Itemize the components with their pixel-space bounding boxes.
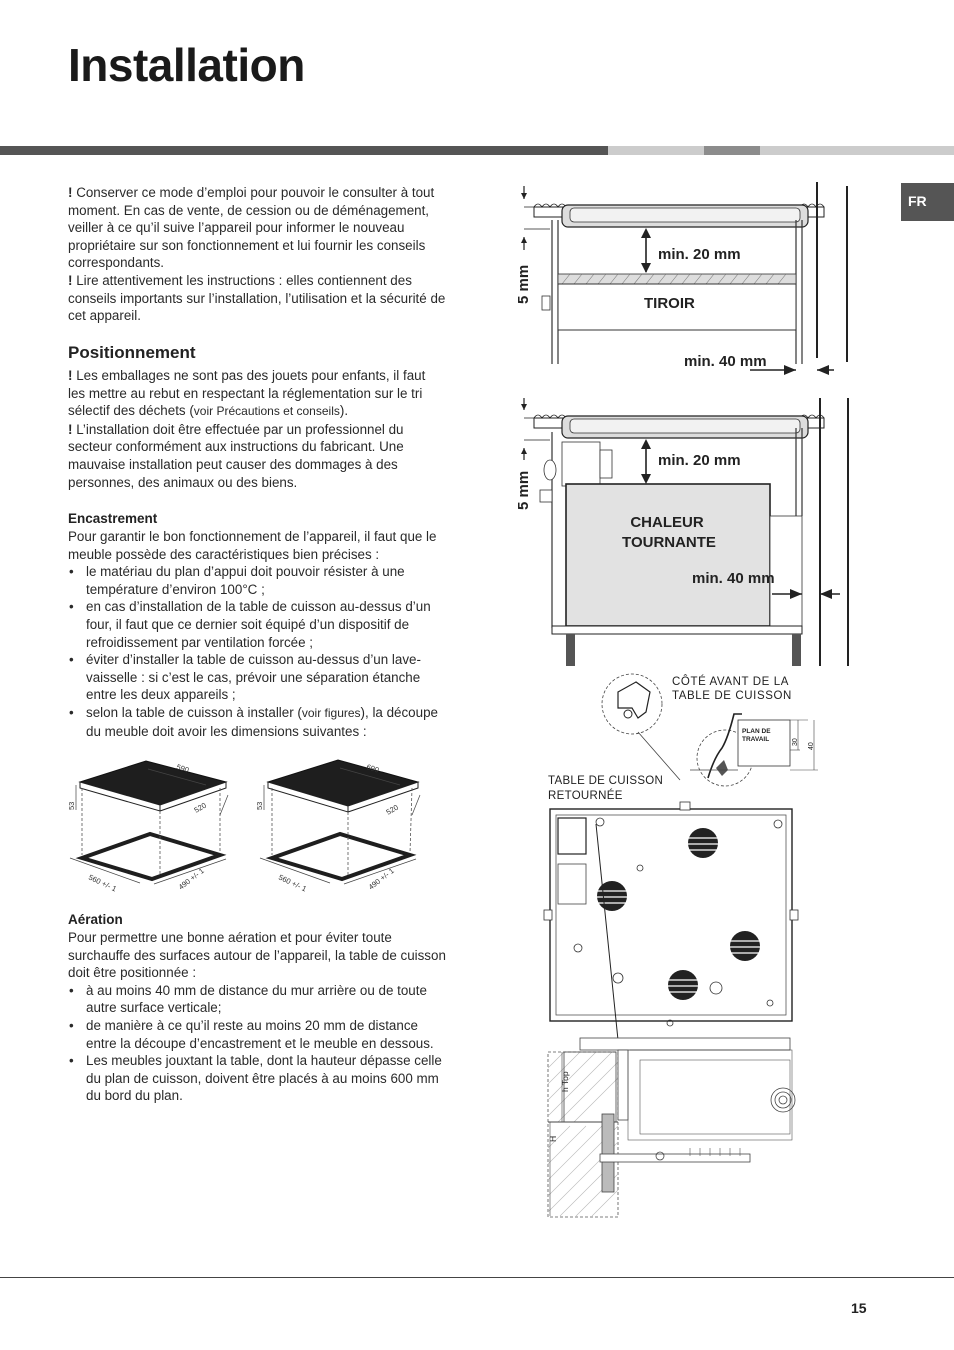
- subheading-aeration: Aération: [68, 912, 123, 927]
- list-item: • éviter d’installer la table de cuisson au-dessus d’un lave-vaisselle : si c’est le cas, prévoir une séparation étanche entre les deux appareils ;: [68, 651, 446, 704]
- positionnement-paragraph-2: ! L’installation doit être effectuée par un professionnel du secteur conformément aux instructions du fabricant. Une mauvaise installation peut causer des dommages à des personnes, des animaux ou des biens.: [68, 421, 404, 490]
- positionnement-paragraph-1: ! Les emballages ne sont pas des jouets pour enfants, il faut les mettre au rebut en respectant la réglementation sur le tri sélectif des déchets (voir Précautions et conseils).: [68, 368, 426, 419]
- header-rule-dark: [0, 146, 608, 155]
- subheading-encastrement: Encastrement: [68, 511, 158, 526]
- warning-mark: !: [68, 185, 73, 200]
- label-min-20mm: min. 20 mm: [658, 452, 741, 469]
- dim-depth: 520: [192, 800, 208, 815]
- label-front-side-1: CÔTÉ AVANT DE LA: [672, 676, 789, 688]
- list-item: • à au moins 40 mm de distance du mur arrière ou de toute autre surface verticale;: [68, 982, 446, 1017]
- dim-cut-width: 560 +/- 1: [277, 872, 308, 894]
- cross-reference: voir figures: [301, 705, 361, 720]
- label-oven-line1: CHALEUR: [630, 514, 704, 531]
- dim-width: 690: [365, 762, 381, 775]
- intro-text: [68, 184, 446, 325]
- positionnement-text: [68, 367, 446, 491]
- aeration-list: [68, 982, 446, 1105]
- oven-clearance-diagram: [510, 398, 860, 670]
- language-tab: FR: [901, 183, 954, 221]
- encastrement-intro: Pour garantir le bon fonctionnement de l’appareil, il faut que le meuble possède des caractéristiques bien précises :: [68, 529, 437, 562]
- list-item: • de manière à ce qu’il reste au moins 20 mm de distance entre la découpe d’encastrement et le meuble en dessous.: [68, 1017, 446, 1052]
- cutout-figure-690: [256, 755, 436, 915]
- label-5mm: 5 mm: [515, 264, 532, 304]
- label-5mm: 5 mm: [515, 470, 532, 510]
- list-item: • le matériau du plan d’appui doit pouvoir résister à une température d’environ 100°C ;: [68, 563, 446, 598]
- label-min-20mm: min. 20 mm: [658, 246, 741, 263]
- list-item: • selon la table de cuisson à installer (voir figures), la découpe du meuble doit avoir les dimensions suivantes :: [68, 704, 446, 740]
- encastrement-text: [68, 528, 446, 740]
- list-item: • en cas d’installation de la table de cuisson au-dessus d’un four, il faut que ce dernier soit équipé d’un dispositif de refroidissement par ventilation forcée ;: [68, 598, 446, 651]
- cross-reference: voir Précautions et conseils: [193, 404, 340, 419]
- label-front-side-2: TABLE DE CUISSON: [672, 690, 792, 702]
- section-heading-positionnement: Positionnement: [68, 343, 196, 362]
- dim-30: 30: [792, 738, 799, 746]
- dim-height: 53: [255, 801, 264, 810]
- header-rule-mid: [704, 146, 760, 155]
- label-worktop-1: PLAN DE: [742, 728, 771, 735]
- page-number: 15: [851, 1300, 867, 1316]
- label-worktop-2: TRAVAIL: [742, 736, 770, 743]
- dim-width: 590: [175, 762, 191, 775]
- dim-cut-depth: 490 +/- 1: [366, 866, 396, 892]
- fixing-clips-diagram: [540, 668, 850, 1223]
- label-h: H: [548, 1135, 558, 1142]
- drawer-clearance-diagram: [510, 178, 860, 378]
- page-title: Installation: [68, 39, 305, 91]
- label-oven-line2: TOURNANTE: [622, 534, 716, 551]
- dim-height: 53: [67, 801, 76, 810]
- header-rule-light-end: [760, 146, 954, 155]
- warning-mark: !: [68, 421, 73, 437]
- dim-cut-width: 560 +/- 1: [87, 872, 118, 894]
- label-drawer: TIROIR: [644, 295, 695, 312]
- footer-rule: [0, 1277, 954, 1278]
- dim-40: 40: [808, 742, 815, 750]
- warning-mark: !: [68, 272, 73, 288]
- intro-paragraph-2: ! Lire attentivement les instructions : elles contiennent des conseils importants sur l’installation, l’utilisation et la sécurité de cet appareil.: [68, 272, 446, 324]
- dim-cut-depth: 490 +/- 1: [176, 866, 206, 892]
- warning-mark: !: [68, 368, 73, 383]
- cutout-figure-590: [66, 755, 246, 915]
- header-rule-light: [608, 146, 704, 155]
- label-flipped-1: TABLE DE CUISSON: [548, 775, 664, 787]
- intro-paragraph-1: ! Conserver ce mode d’emploi pour pouvoir le consulter à tout moment. En cas de vente, de cession ou de déménagement, veiller à ce qu’il suive l’appareil pour informer le nouveau propriétaire sur son fonctionnement et lui fournir les conseils correspondants.: [68, 185, 435, 271]
- label-min-40mm: min. 40 mm: [684, 353, 767, 370]
- label-flipped-2: RETOURNÉE: [548, 790, 623, 802]
- aeration-intro: Pour permettre une bonne aération et pour éviter toute surchauffe des surfaces autour de l’appareil, la table de cuisson doit être positionnée :: [68, 930, 446, 981]
- label-min-40mm: min. 40 mm: [692, 570, 775, 587]
- dim-depth: 520: [384, 802, 400, 817]
- encastrement-list: [68, 563, 446, 740]
- list-item: • Les meubles jouxtant la table, dont la hauteur dépasse celle du plan de cuisson, doivent être placés à au moins 600 mm du bord du plan.: [68, 1052, 446, 1105]
- aeration-text: [68, 929, 446, 1105]
- label-h-top: h Top: [560, 1071, 570, 1092]
